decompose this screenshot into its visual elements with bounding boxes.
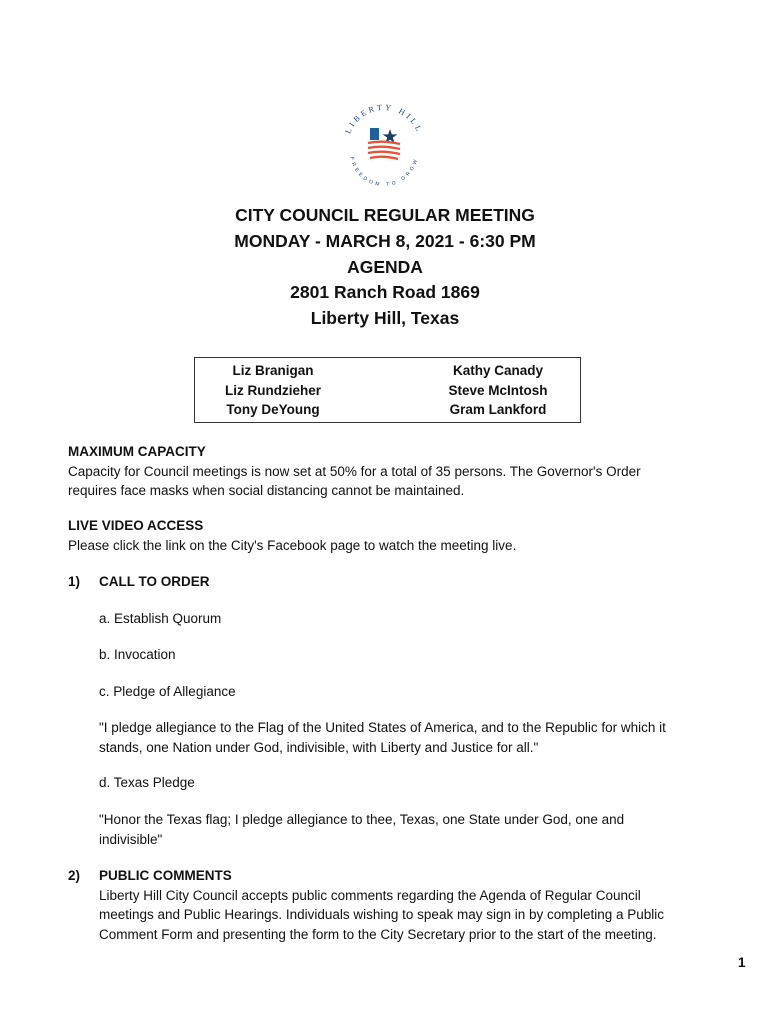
liberty-hill-logo <box>334 96 434 196</box>
public-comments-section <box>99 866 719 944</box>
meeting-header <box>0 203 770 332</box>
meeting-title: CITY COUNCIL REGULAR MEETING <box>235 205 535 225</box>
council-member: Kathy Canady <box>452 363 544 378</box>
council-member: Tony DeYoung <box>226 402 320 417</box>
live-video-title: LIVE VIDEO ACCESS <box>68 518 204 533</box>
council-member: Liz Branigan <box>232 363 314 378</box>
max-capacity-title: MAXIMUM CAPACITY <box>68 444 206 459</box>
logo-ring-text-bottom: FREEDOM TO GROW <box>348 156 420 189</box>
agenda-heading: AGENDA <box>347 256 423 277</box>
agenda-subitem: c. Pledge of Allegiance <box>99 684 236 699</box>
max-capacity-text: Capacity for Council meetings is now set at 50% for a total of 35 persons. The Governor's Order <box>68 463 641 479</box>
council-member: Steve McIntosh <box>448 382 548 398</box>
public-comments-title: PUBLIC COMMENTS <box>99 868 232 883</box>
page-number: 1 <box>738 955 746 970</box>
agenda-subitem: b. Invocation <box>99 647 176 662</box>
texas-pledge-text <box>99 810 719 849</box>
pledge-text <box>99 718 719 757</box>
svg-text:FREEDOM TO GROW <box>348 156 419 188</box>
svg-text:LIBERTY HILL <box>343 103 424 135</box>
call-to-order-title: CALL TO ORDER <box>99 574 210 589</box>
council-column-left <box>223 361 323 420</box>
max-capacity-text: requires face masks when social distancing cannot be maintained. <box>68 483 465 498</box>
meeting-date: MONDAY - MARCH 8, 2021 - 6:30 PM <box>234 230 536 251</box>
live-video-section <box>68 516 516 555</box>
pledge-line: "I pledge allegiance to the Flag of the United States of America, and to the Republic for which it <box>99 720 666 735</box>
max-capacity-section <box>68 442 641 501</box>
public-comments-text: meetings and Public Hearings. Individuals wishing to speak may sign in by completing a Public <box>99 907 665 922</box>
pledge-line: stands, one Nation under God, indivisible, with Liberty and Justice for all." <box>99 739 539 755</box>
texas-pledge-line: indivisible" <box>99 831 163 847</box>
public-comments-text: Comment Form and presenting the form to the City Secretary prior to the start of the meeting. <box>99 926 657 942</box>
item-number: 1) <box>68 574 81 589</box>
meeting-address: 2801 Ranch Road 1869 <box>290 282 480 303</box>
texas-pledge-line: "Honor the Texas flag; I pledge allegiance to thee, Texas, one State under God, one and <box>99 812 625 827</box>
agenda-subitem: d. Texas Pledge <box>99 775 195 790</box>
public-comments-text: Liberty Hill City Council accepts public comments regarding the Agenda of Regular Council <box>99 887 641 903</box>
council-members-box <box>194 357 581 423</box>
council-member: Liz Rundzieher <box>224 382 321 398</box>
logo-ring-text-top: LIBERTY HILL <box>343 102 425 136</box>
agenda-subitem: a. Establish Quorum <box>99 611 222 626</box>
live-video-text: Please click the link on the City's Facebook page to watch the meeting live. <box>68 537 517 553</box>
item-number: 2) <box>68 868 81 883</box>
meeting-city: Liberty Hill, Texas <box>310 308 460 329</box>
council-member: Gram Lankford <box>449 402 547 417</box>
council-column-right <box>443 361 553 420</box>
